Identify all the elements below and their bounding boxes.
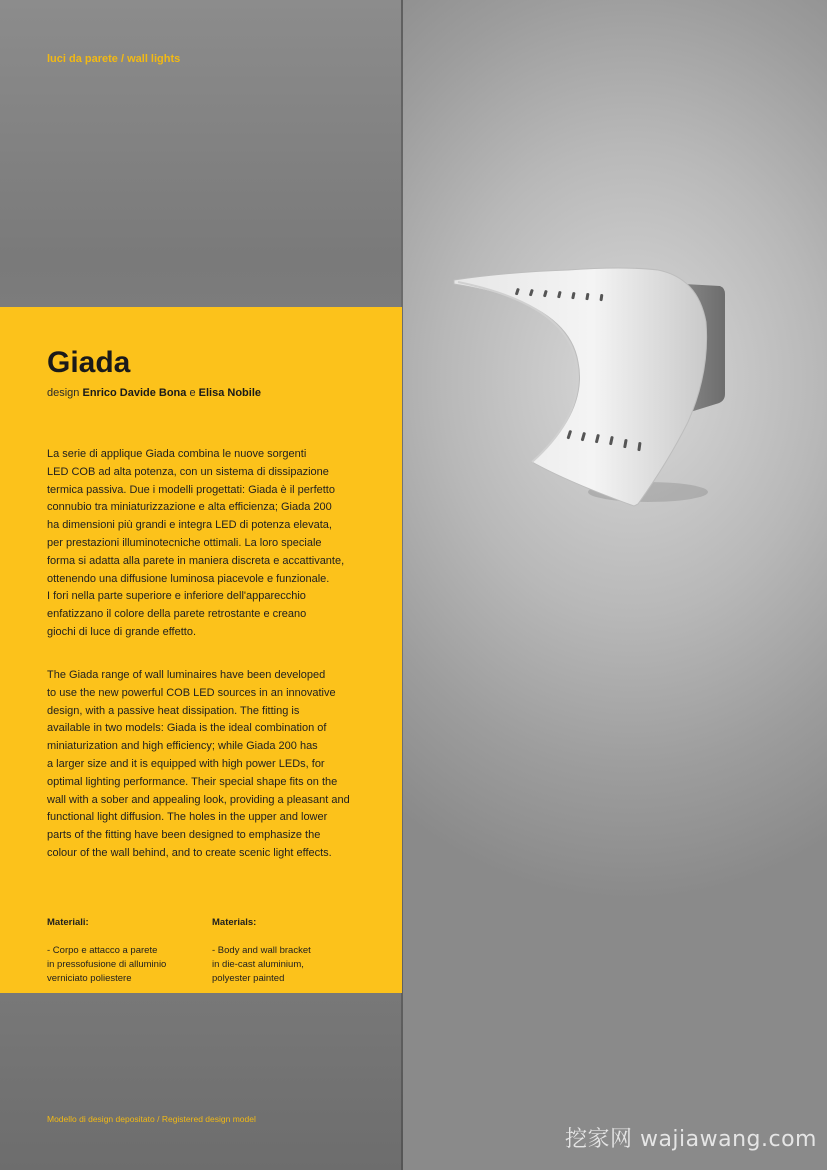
design-credits [47, 387, 261, 399]
credits-prefix: design [47, 387, 80, 399]
wall-right-background [402, 0, 827, 1170]
product-title: Giada [47, 346, 131, 379]
materials-text-english: - Body and wall bracket in die-cast aluminium, polyester painted [212, 945, 311, 984]
wall-lamp-image [448, 262, 733, 512]
credits-joiner: e [189, 387, 196, 399]
materials-text-italian: - Corpo e attacco a parete in pressofusione di alluminio verniciato poliestere [47, 945, 167, 984]
registered-design-note: Modello di design depositato / Registered design model [47, 1114, 256, 1124]
description-italian: La serie di applique Giada combina le nuove sorgenti LED COB ad alta potenza, con un sistema di dissipazione termica passiva. Due i modelli progettati: Giada è il perfetto connubio tra miniaturizzazione e alta efficienza; Giada 200 ha dimensioni più grandi e integra LED di potenza elevata, per prestazioni illuminotecniche ottimali. La loro speciale forma si adatta alla parete in maniera discreta e accattivante, ottenendo una diffusione luminosa piacevole e funzionale. I fori nella parte superiore e inferiore dell'apparecchio enfatizzano il colore della parete retrostante e creano giochi di luce di grande effetto. [47, 448, 345, 638]
category-label: luci da parete / wall lights [47, 53, 181, 65]
product-info-panel [0, 307, 402, 993]
designer-name-2: Elisa Nobile [198, 387, 262, 399]
materials-english [212, 902, 372, 986]
materials-heading-english: Materials: [212, 917, 257, 928]
watermark: 挖家网 wajiawang.com [564, 1127, 817, 1152]
description-english: The Giada range of wall luminaires have been developed to use the new powerful COB LED sources in an innovative design, with a passive heat dissipation. The fitting is available in two models: Giada is the ideal combination of miniaturization and high efficiency; while Giada 200 has a larger size and it is equipped with high power LEDs, for optimal lighting performance. Their special shape fits on the wall with a sober and appealing look, providing a pleasant and functional light diffusion. The holes in the upper and lower parts of the fitting have been designed to emphasize the colour of the wall behind, and to create scenic light effects. [47, 669, 350, 859]
materials-heading-italian: Materiali: [47, 917, 89, 928]
designer-name-1: Enrico Davide Bona [82, 387, 187, 399]
materials-italian [47, 902, 197, 986]
